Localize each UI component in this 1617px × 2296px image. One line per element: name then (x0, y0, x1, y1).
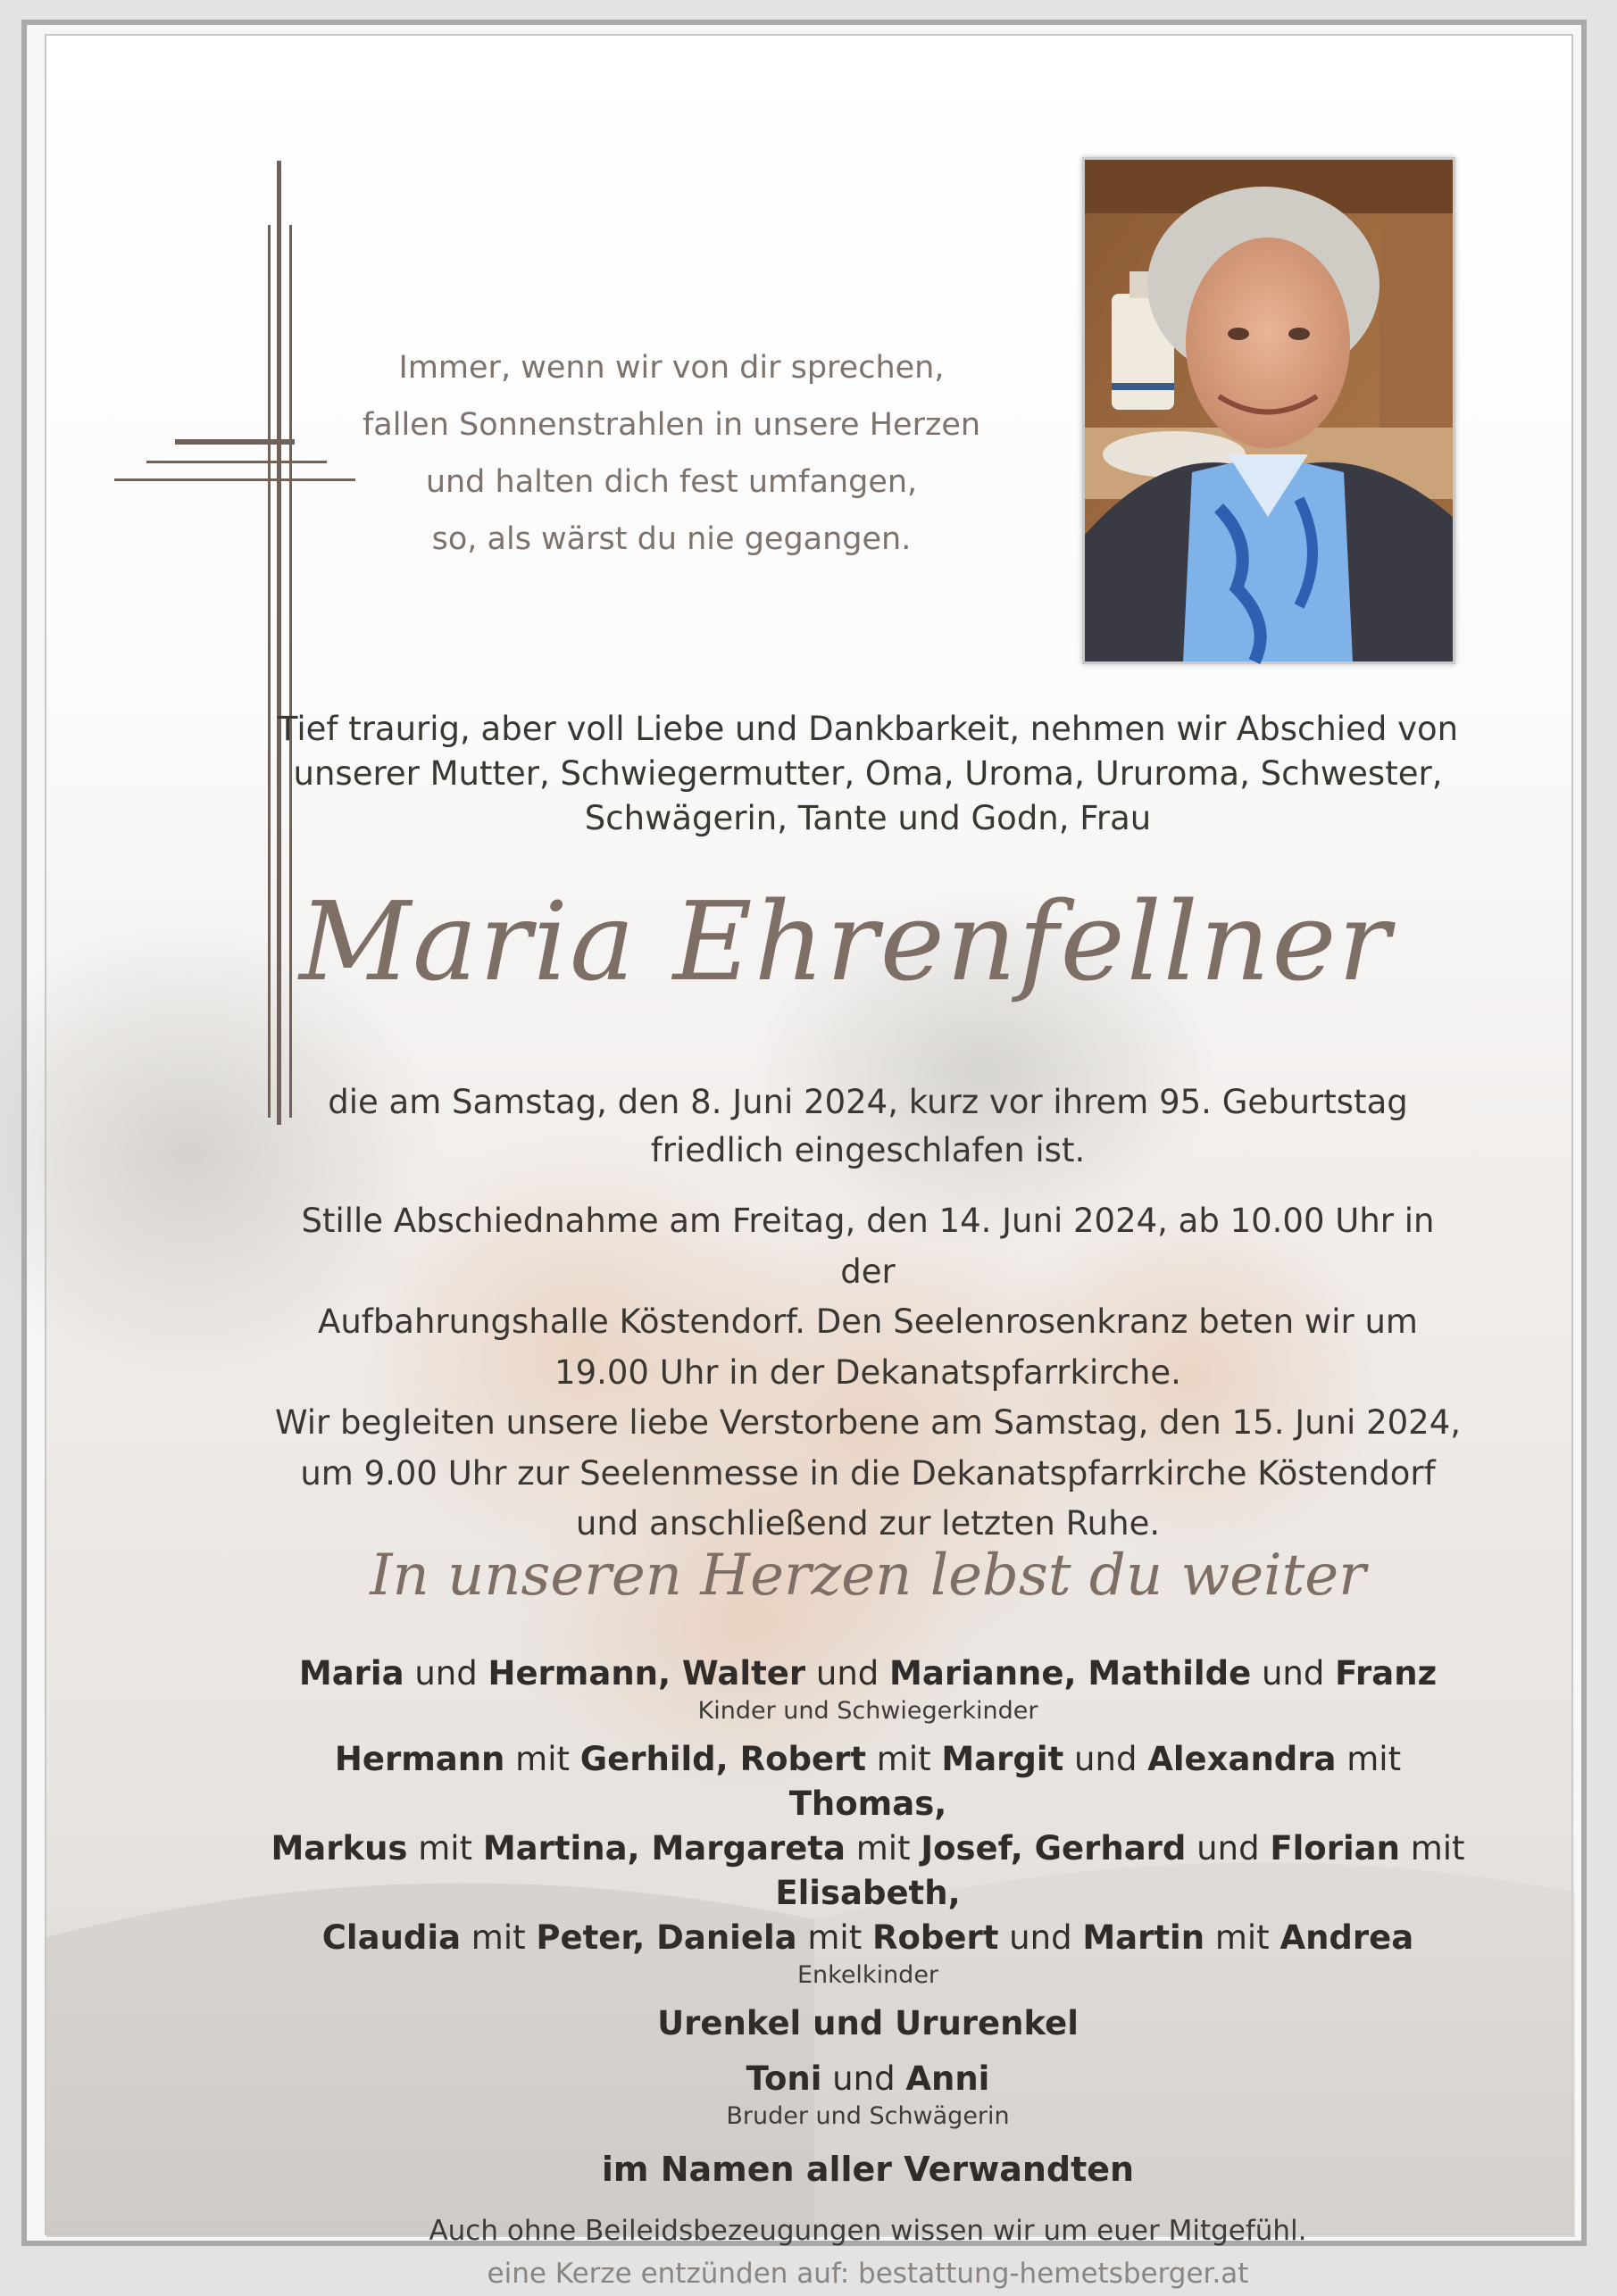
mourner-connector: und (805, 1654, 890, 1693)
mourner-relation-caption: Kinder und Schwiegerkinder (697, 1697, 1038, 1725)
ceremony-details (270, 1196, 1466, 1550)
mourner-name: Anni (905, 2059, 990, 2098)
mourner-name: Andrea (1279, 1918, 1414, 1957)
mourner-connector: mit (407, 1829, 483, 1868)
mourner-name: Florian (1270, 1829, 1400, 1868)
mourner-name: Claudia (321, 1918, 462, 1957)
mourner-connector: mit (845, 1829, 921, 1868)
mourner-connector: und (1186, 1829, 1271, 1868)
mourner-name: Gerhild, Robert (579, 1740, 867, 1778)
mourner-relation-caption: Enkelkinder (796, 1961, 939, 1989)
mourner-line (252, 1737, 1484, 1826)
ceremony-line: 19.00 Uhr in der Dekanatspfarrkirche. (554, 1352, 1181, 1392)
ceremony-line: Aufbahrungshalle Köstendorf. Den Seelenrosenkranz beten wir um (318, 1302, 1418, 1341)
mourner-group-children (252, 1651, 1484, 1726)
mourner-connector: mit (1399, 1829, 1465, 1868)
ceremony-line: um 9.00 Uhr zur Seelenmesse in die Dekanatspfarrkirche Köstendorf (300, 1453, 1436, 1493)
mourner-line (252, 1651, 1484, 1696)
mourner-connector: mit (866, 1740, 942, 1778)
portrait-photo (1082, 157, 1455, 664)
mourner-connector: mit (1204, 1918, 1280, 1957)
mourner-line (252, 2057, 1484, 2101)
mourner-name: Maria (298, 1654, 404, 1693)
mourner-line (252, 1916, 1484, 1960)
mourner-connector: mit (504, 1740, 580, 1778)
mourner-name: Martin (1082, 1918, 1205, 1957)
poem-line: so, als wärst du nie gegangen. (431, 521, 912, 557)
mourner-group-great-grandchildren (252, 2001, 1484, 2046)
mourner-connector: und (821, 2059, 906, 2098)
mourners-list (252, 1651, 1484, 2296)
condolence-note: Auch ohne Beileidsbezeugungen wissen wir um euer Mitgefühl. (429, 2215, 1307, 2247)
mourner-connector: und (404, 1654, 488, 1693)
mourner-name: Urenkel und Ururenkel (657, 2004, 1079, 2042)
death-notice (270, 1078, 1466, 1175)
mourner-name: Markus (271, 1829, 408, 1868)
mourner-name: Robert (871, 1918, 999, 1957)
poem-line: und halten dich fest umfangen, (425, 464, 918, 500)
notice-card (45, 34, 1573, 2290)
mourner-line (252, 1826, 1484, 1916)
mourner-name: Franz (1335, 1654, 1438, 1693)
death-line: friedlich eingeschlafen ist. (650, 1131, 1086, 1169)
mourner-name: Thomas, (788, 1784, 947, 1823)
mourner-name: Hermann, Walter (488, 1654, 806, 1693)
mourner-connector: und (1251, 1654, 1336, 1693)
death-line: die am Samstag, den 8. Juni 2024, kurz vor ihrem 95. Geburtstag (328, 1083, 1408, 1121)
mourner-name: Elisabeth, (775, 1874, 961, 1912)
memorial-motto: In unseren Herzen lebst du weiter (370, 1543, 1366, 1609)
intro-line: Tief traurig, aber voll Liebe und Dankbarkeit, nehmen wir Abschied von (277, 710, 1459, 748)
intro-line: unserer Mutter, Schwiegermutter, Oma, Uroma, Ururoma, Schwester, (293, 754, 1443, 793)
mourner-name: Marianne, Mathilde (889, 1654, 1252, 1693)
mourner-group-siblings (252, 2057, 1484, 2132)
mourner-name: Josef, Gerhard (921, 1829, 1187, 1868)
mourner-line (252, 2001, 1484, 2046)
mourner-name: Martina, Margareta (482, 1829, 846, 1868)
mourner-connector: mit (1336, 1740, 1402, 1778)
mourner-name: Alexandra (1147, 1740, 1337, 1778)
mourner-name: Margit (941, 1740, 1064, 1778)
intro-line: Schwägerin, Tante und Godn, Frau (584, 799, 1152, 837)
mourner-name: Toni (746, 2059, 822, 2098)
farewell-intro (270, 707, 1466, 841)
mourner-connector: mit (796, 1918, 872, 1957)
ceremony-line: und anschließend zur letzten Ruhe. (575, 1504, 1161, 1543)
poem-line: fallen Sonnenstrahlen in unsere Herzen (362, 407, 981, 443)
mourner-connector: mit (461, 1918, 537, 1957)
ceremony-line: Wir begleiten unsere liebe Verstorbene am Samstag, den 15. Juni 2024, (274, 1403, 1462, 1442)
mourner-name: Peter, Daniela (536, 1918, 797, 1957)
mourner-connector: und (1063, 1740, 1148, 1778)
mourner-name: Hermann (334, 1740, 505, 1778)
mourner-group-grandchildren (252, 1737, 1484, 1991)
deceased-name: Maria Ehrenfellner (299, 878, 1392, 1005)
ceremony-line: Stille Abschiednahme am Freitag, den 14. Juni 2024, ab 10.00 Uhr in der (301, 1202, 1435, 1291)
mourner-connector: und (998, 1918, 1083, 1957)
memorial-poem (314, 339, 1029, 568)
candle-website-link[interactable]: eine Kerze entzünden auf: bestattung-hemetsberger.at (487, 2258, 1249, 2290)
poem-line: Immer, wenn wir von dir sprechen, (398, 350, 945, 386)
behalf-line: im Namen aller Verwandten (601, 2150, 1135, 2189)
mourner-relation-caption: Bruder und Schwägerin (726, 2102, 1010, 2130)
